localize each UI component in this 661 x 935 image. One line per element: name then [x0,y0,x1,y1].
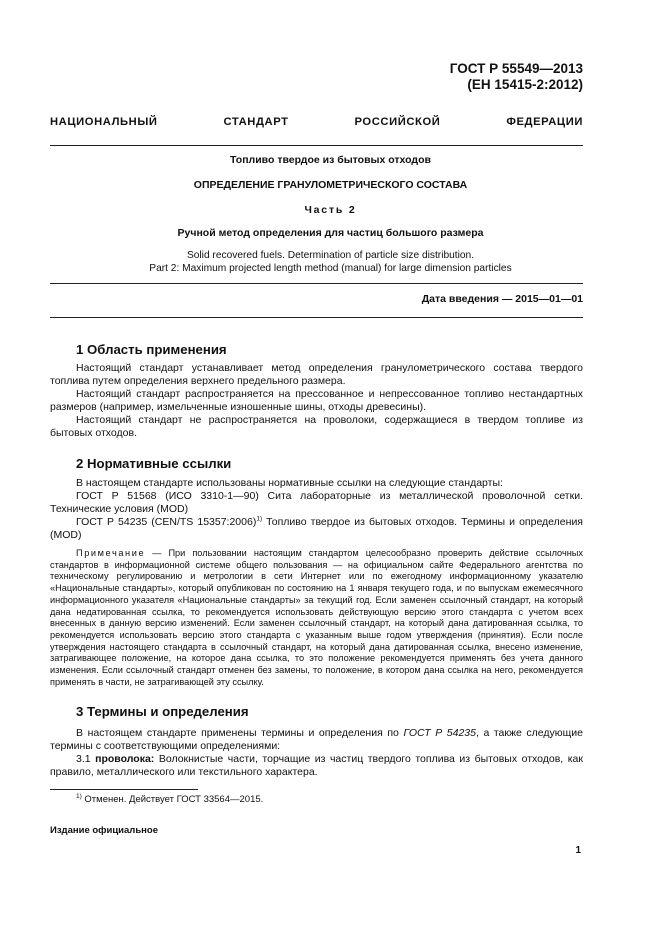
national-standard-banner: НАЦИОНАЛЬНЫЙ СТАНДАРТ РОССИЙСКОЙ ФЕДЕРАЦИИ [50,116,583,128]
title-subtitle: Ручной метод определения для частиц большого размера [177,227,484,239]
title-english-2: Part 2: Maximum projected length method (manual) for large dimension particles [149,263,512,274]
section-2-reference-2 [50,516,583,542]
footnote-text: Отменен. Действует ГОСТ 33564—2015. [81,794,264,805]
date-rule [50,317,583,318]
footnote-mark: 1) [76,792,82,800]
section-3-heading: 3 Термины и определения [76,704,249,719]
title-line-1: Топливо твердое из бытовых отходов [230,154,431,166]
section-1-paragraph-3: Настоящий стандарт не распространяется на проволоки, содержащиеся в твердом топливе из бытовых отходов. [50,414,583,440]
reference-link[interactable]: ГОСТ Р 54235 [403,727,476,739]
title-part: Часть 2 [304,204,357,216]
title-english-1: Solid recovered fuels. Determination of particle size distribution. [186,250,475,261]
note-label: Примечание [76,548,146,558]
section-2-paragraph-1: В настоящем стандарте использованы нормативные ссылки на следующие стандарты: [76,477,503,489]
document-equivalent: (ЕН 15415-2:2012) [467,77,583,92]
page-number: 1 [575,845,581,856]
document-number: ГОСТ Р 55549—2013 [449,61,583,76]
reference-2-title: Топливо твердое из бытовых отходов. Термины и определения (MOD) [50,516,583,542]
term-text: Волокнистые части, торчащие из частиц твердого топлива из бытовых отходов, как правило, металлического или текстильного характера. [50,753,583,779]
reference-2-code: ГОСТ Р 54235 (CEN/TS 15357:2006) [76,516,257,528]
section-1-paragraph-2: Настоящий стандарт распространяется на прессованное и непрессованное топливо нестандартных размеров (например, измельченные изношенные шины, отходы древесины). [50,388,583,414]
footnote-marker[interactable]: 1) [256,515,263,523]
section-2-heading: 2 Нормативные ссылки [76,456,232,471]
section-2-reference-1: ГОСТ Р 51568 (ИСО 3310-1—90) Сита лабораторные из металлической проволочной сетки. Технические условия (MOD) [50,490,583,516]
introduction-date: Дата введения — 2015—01—01 [421,293,583,305]
term-definition-3-1 [50,753,583,779]
section-1-paragraph-1: Настоящий стандарт устанавливает метод определения гранулометрического состава твердого топлива путем определения верхнего предельного размера. [50,362,583,388]
section-3-paragraph-1 [50,727,583,753]
footnote [76,794,263,805]
note-text: — При пользовании настоящим стандартом целесообразно проверить действие ссылочных стандартов в информационной системе общего пользования — на официальном сайте Федерального агентства по техническому регулированию и метрологии в сети Интернет или по ежегодному информационному указателю «Национальные стандарты», который опубликован по состоянию на 1 января текущего года, и по выпускам ежемесячного информационного указателя «Национальные стандарты» за текущий год. Если заменен ссылочный стандарт, на который дана недатированная ссылка, то рекомендуется использовать действующую версию этого стандарта с учетом всех внесенных в данную версию изменений. Если заменен ссылочный стандарт, на который дана датированная ссылка, то рекомендуется использовать версию этого стандарта с указанным выше годом утверждения (принятия). Если после утверждения настоящего стандарта в ссылочный стандарт, на который дана датированная ссылка, внесено изменение, затрагивающее положение, на которое дана ссылка, то это положение рекомендуется применять без учета данного изменения. Если ссылочный стандарт отменен без замены, то положение, в котором дана ссылка на него, рекомендуется применять в части, не затрагивающей эту ссылку. [50,548,583,687]
title-line-2: ОПРЕДЕЛЕНИЕ ГРАНУЛОМЕТРИЧЕСКОГО СОСТАВА [193,179,468,191]
term-number: 3.1 [76,753,96,765]
section-1-heading: 1 Область применения [76,342,227,357]
title-top-rule [50,145,583,146]
title-bottom-rule [50,283,583,284]
section-3-text-a: В настоящем стандарте применены термины и определения по [76,727,404,739]
term-name: проволока: [95,753,155,765]
edition-label: Издание официальное [50,825,158,836]
section-3-text-b: , а также следующие термины с соответствующими определениями: [50,727,583,753]
footnote-separator [50,789,198,790]
section-2-note [50,548,583,688]
